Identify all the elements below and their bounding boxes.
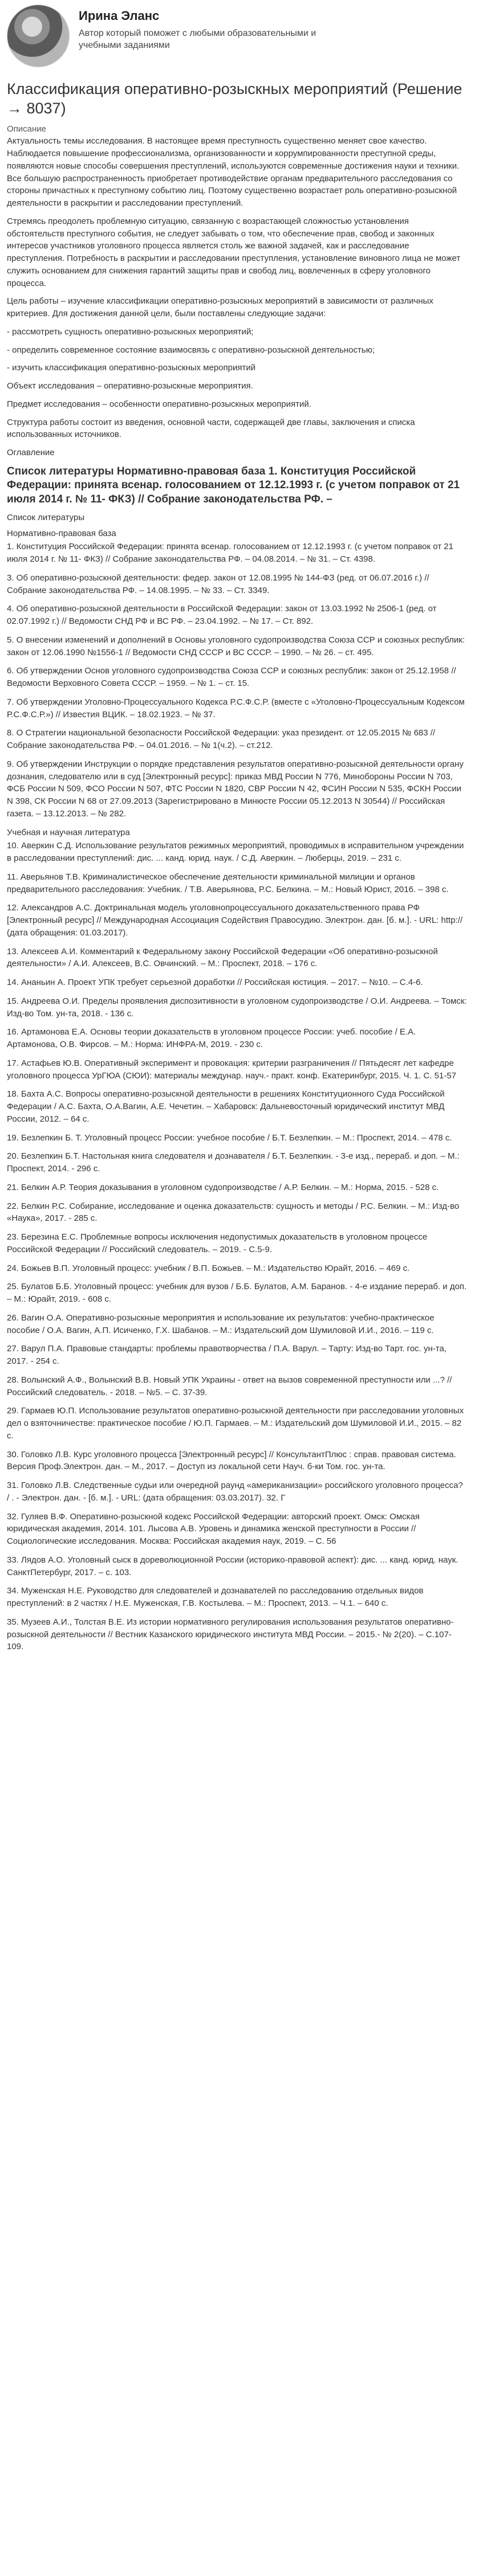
document-title: Классификация оперативно-розыскных мероприятий (Решение → 8037) <box>7 80 462 117</box>
description-paragraph: Предмет исследования – особенности оперативно-розыскных мероприятий. <box>7 399 311 409</box>
reference-item: 16. Артамонова Е.А. Основы теории доказательств в уголовном процессе России: учеб. пособие / Е.А. Артамонова, О.В. Фирсов. – М.: Норма: ИНФРА-М, 2019. - 230 с. <box>7 1027 416 1050</box>
reference-item: 9. Об утверждении Инструкции о порядке представления результатов оперативно-розыскной деятельности органу дознания, следователю или в суд [Электронный ресурс]: приказ МВД России N 776, Минобороны России N 703, ФСБ России N 509, ФСО России N 507, ФТС России N 1820, СВР России N 42, ФСИН России N 535, ФСКН России N 398, СК России N 68 от 27.09.2013 (Зарегистрировано в Минюсте России 05.12.2013 N 30544) // Российская газета. – 13.12.2013. – № 282. <box>7 759 464 819</box>
reference-item: 14. Ананьин А. Проект УПК требует серьезной доработки // Российская юстиция. – 2017. – №10. – С.4-6. <box>7 978 423 988</box>
reference-item: 33. Лядов А.О. Уголовный сыск в дореволюционной России (историко-правовой аспект): дис. ... канд. юрид. наук. СанктПетербург, 2017. – с. 103. <box>7 1555 458 1577</box>
description-paragraph: - рассмотреть сущность оперативно-розыскных мероприятий; <box>7 326 254 337</box>
reference-item: 17. Астафьев Ю.В. Оперативный эксперимент и провокация: критерии разграничения // Пятьдесят лет кафедре уголовного процесса УрГЮА (СЮИ): материалы междунар. науч.- практ. конф. Екатеринбург, 2015. Ч. 1. С. 51-57 <box>7 1058 457 1081</box>
reference-item: 7. Об утверждении Уголовно-Процессуального Кодекса Р.С.Ф.С.Р. (вместе с «Уголовно-Процессуальным Кодексом Р.С.Ф.С.Р.») // Известия ВЦИК. – 18.02.1923. – № 37. <box>7 697 465 719</box>
reference-item: 8. О Стратегии национальной безопасности Российской Федерации: указ президент. от 12.05.2015 № 683 // Собрание законодательства РФ. – 04.01.2016. – № 1(ч.2). – ст.212. <box>7 728 436 751</box>
reference-item: 23. Березина Е.С. Проблемные вопросы исключения недопустимых доказательств в уголовном процессе Российской Федерации // Российский следователь. – 2019. - С.5-9. <box>7 1232 428 1254</box>
reference-item: 35. Музеев А.И., Толстая В.Е. Из истории нормативного регулирования использования результатов оперативно-розыскной деятельности // Вестник Казанского юридического института МВД России. – 2015.- № 2(20). – С.107-109. <box>7 1617 454 1652</box>
reference-item: 11. Аверьянов Т.В. Криминалистическое обеспечение деятельности криминальной милиции и органов предварительного расследования: Учебник. / Т.В. Аверьянова, Р.С. Белкина. – М.: Новый Юрист, 2016. – 398 с. <box>7 872 449 894</box>
author-description: Автор который поможет с любыми образовательными и учебными заданиями <box>79 28 316 51</box>
bibliography-label: Список литературы <box>7 512 85 522</box>
reference-item: 18. Бахта А.С. Вопросы оперативно-розыскной деятельности в решениях Конституционного Суда Российской Федерации / А.С. Бахта, О.А.Вагин, А.Е. Чечетин. – Хабаровск: Дальневосточный юридический институт МВД России, 2012. – 64 с. <box>7 1089 445 1124</box>
description-paragraph: Объект исследования – оперативно-розыскные мероприятия. <box>7 381 253 391</box>
reference-item: 24. Божьев В.П. Уголовный процесс: учебник / В.П. Божьев. – М.: Издательство Юрайт, 2016. – 469 с. <box>7 1263 410 1273</box>
description-paragraph: - определить современное состояние взаимосвязь с оперативно-розыскной деятельностью; <box>7 345 375 355</box>
reference-item: 5. О внесении изменений и дополнений в Основы уголовного судопроизводства Союза ССР и союзных республик: закон от 12.06.1990 №1556-1 // Ведомости СНД СССР и ВС СССР. – 1990. – № 26. – ст. 495. <box>7 635 465 657</box>
reference-item: 28. Волынский А.Ф., Волынский В.В. Новый УПК Украины - ответ на вызов современной преступности или ...? // Российский следователь. - 2018. – №5. – С. 37-39. <box>7 1375 452 1397</box>
reference-item: 4. Об оперативно-розыскной деятельности в Российской Федерации: закон от 13.03.1992 № 2506-1 (ред. от 02.07.1992 г.) // Ведомости СНД РФ и ВС РФ. – 23.04.1992. – № 17. – Ст. 892. <box>7 604 437 627</box>
description-paragraph: Стремясь преодолеть проблемную ситуацию, связанную с возрастающей сложностью установления обстоятельств преступного события, не следует забывать о том, что обеспечение прав, свобод и законных интересов участников уголовного процесса является столь же важной задачей, как и расследование преступления. Потребность в раскрытии и расследовании преступления, установление виновного лица не может служить основанием для снижения гарантий защиты прав и свобод лиц, вовлеченных в сферу уголовного процесса. <box>7 216 461 288</box>
reference-item: 13. Алексеев А.И. Комментарий к Федеральному закону Российской Федерации «Об оперативно-розыскной деятельности» / А.И. Алексеев, В.С. Овчинский. – М.: Проспект, 2018. – 176 с. <box>7 946 438 969</box>
author-avatar[interactable] <box>7 5 70 67</box>
reference-item: 1. Конституция Российской Федерации: принята всенар. голосованием от 12.12.1993 г. (с учетом поправок от 21 июля 2014 г. № 11- ФКЗ) // Собрание законодательства РФ. – 04.08.2014. – № 31. – Ст. 4398. <box>7 542 453 565</box>
reference-item: 19. Безлепкин Б. Т. Уголовный процесс России: учебное пособие / Б.Т. Безлепкин. – М.: Проспект, 2014. – 478 с. <box>7 1132 452 1143</box>
contents-summary: Список литературы Нормативно-правовая база 1. Конституция Российской Федерации: принята всенар. голосованием от 12.12.1993 г. (с учетом поправок от 21 июля 2014 г. № 11- ФКЗ) // Собрание законодательства РФ. – <box>7 465 460 506</box>
reference-item: 12. Александров А.С. Доктринальная модель уголовнопроцессуального доказательственного права РФ [Электронный ресурс] // Международная Ассоциация Содействия Правосудию. Электрон. дан. [б. м.]. - URL: http:// (дата обращения: 01.03.2017). <box>7 903 463 938</box>
description-paragraph: Актуальность темы исследования. В настоящее время преступность существенно меняет свое качество. Наблюдается повышение профессионализма, организованности и коррумпированности преступной среды, появляются новые способы совершения преступлений, используются современные достижения науки и техники. Все большую распространенность приобретает противодействие органам предварительного расследования со стороны причастных к преступному событию лиц. Поэтому существенно возрастает роль оперативно-розыскной деятельности в раскрытии и расследовании преступлений. <box>7 136 460 208</box>
author-info <box>79 5 347 52</box>
educational-list <box>7 840 467 1653</box>
educational-label: Учебная и научная литература <box>7 827 130 837</box>
reference-item: 20. Безлепкин Б.Т. Настольная книга следователя и дознавателя / Б.Т. Безлепкин. - 3-е изд., перераб. и доп. – М.: Проспект, 2014. - 296 с. <box>7 1151 460 1174</box>
reference-item: 6. Об утверждении Основ уголовного судопроизводства Союза ССР и союзных республик: закон от 25.12.1958 // Ведомости Верховного Совета СССР. – 1959. – № 1. – ст. 15. <box>7 666 456 689</box>
description-label: Описание <box>7 124 47 134</box>
reference-item: 22. Белкин Р.С. Собирание, исследование и оценка доказательств: сущность и методы / Р.С. Белкин. – М.: Изд-во «Наука», 2017. - 285 с. <box>7 1201 460 1224</box>
reference-item: 27. Варул П.А. Правовые стандарты: проблемы правотворчества / П.А. Варул. – Тарту: Изд-во Тарт. гос. ун-та, 2017. - 254 с. <box>7 1344 447 1367</box>
normative-list <box>7 541 467 820</box>
author-header <box>7 5 467 74</box>
reference-item: 34. Муженская Н.Е. Руководство для следователей и дознавателей по расследованию отдельных видов преступлений: в 2 частях / Н.Е. Муженская, Г.В. Костылева. – М.: Проспект, 2013. – Ч.1. – 640 с. <box>7 1586 424 1609</box>
description-body <box>7 135 467 441</box>
reference-item: 15. Андреева О.И. Пределы проявления диспозитивности в уголовном судопроизводстве / О.И. Андреева. – Томск: Изд-во Том. ун-та, 2018. - 136 с. <box>7 996 467 1019</box>
reference-item: 25. Булатов Б.Б. Уголовный процесс: учебник для вузов / Б.Б. Булатов, А.М. Баранов. - 4-е издание перераб. и доп. – М.: Юрайт, 2019. - 608 с. <box>7 1282 467 1305</box>
reference-item: 10. Аверкин С.Д. Использование результатов режимных мероприятий, проводимых в исправительном учреждении в расследовании преступлений: дис. ... канд. юрид. наук. / С.Д. Аверкин. – Люберцы, 2019. – 231 с. <box>7 841 464 864</box>
reference-item: 32. Гуляев В.Ф. Оперативно-розыскной кодекс Российской Федерации: авторский проект. Омск: Омская юридическая академия, 2014. 101. Лысова А.В. Уровень и динамика женской преступности в России // Социологические исследования. Москва: Российская академия наук, 2019. – С. 56 <box>7 1511 420 1547</box>
reference-item: 30. Головко Л.В. Курс уголовного процесса [Электронный ресурс] // КонсультантПлюс : справ. правовая система. Версия Проф.Электрон. дан. – М., 2017. – Доступ из локальной сети Науч. б-ки Том. гос. ун-та. <box>7 1449 456 1472</box>
description-paragraph: - изучить классификация оперативно-розыскных мероприятий <box>7 363 256 373</box>
reference-item: 26. Вагин О.А. Оперативно-розыскные мероприятия и использование их результатов: учебно-практическое пособие / О.А. Вагин, А.П. Исиченко, Г.Х. Шабанов. – М.: Издательский дом Шумиловой И.И., 2016. – 119 с. <box>7 1312 435 1335</box>
description-paragraph: Структура работы состоит из введения, основной части, содержащей две главы, заключения и списка использованных источников. <box>7 417 415 440</box>
reference-item: 31. Головко Л.В. Следственные судьи или очередной раунд «американизации» российского уголовного процесса? / . - Электрон. дан. - [б. м.]. - URL: (дата обращения: 03.03.2017). 32. Г <box>7 1481 463 1503</box>
reference-item: 3. Об оперативно-розыскной деятельности: федер. закон от 12.08.1995 № 144-ФЗ (ред. от 06.07.2016 г.) // Собрание законодательства РФ. – 14.08.1995. – № 33. – Ст. 3349. <box>7 573 429 595</box>
normative-label: Нормативно-правовая база <box>7 528 116 538</box>
contents-label: Оглавление <box>7 448 55 457</box>
description-paragraph: Цель работы – изучение классификации оперативно-розыскных мероприятий в зависимости от различных критериев. Для достижения данной цели, были поставлены следующие задачи: <box>7 296 433 318</box>
reference-item: 21. Белкин А.Р. Теория доказывания в уголовном судопроизводстве / А.Р. Белкин. – М.: Норма, 2015. - 528 с. <box>7 1182 439 1192</box>
reference-item: 29. Гармаев Ю.П. Использование результатов оперативно-розыскной деятельности при расследовании уголовных дел о взяточничестве: практическое пособие / Ю.П. Гармаев. – М.: Издательский дом Шумиловой И.И., 2015. – 82 с. <box>7 1406 464 1441</box>
author-name[interactable]: Ирина Эланс <box>79 9 160 23</box>
